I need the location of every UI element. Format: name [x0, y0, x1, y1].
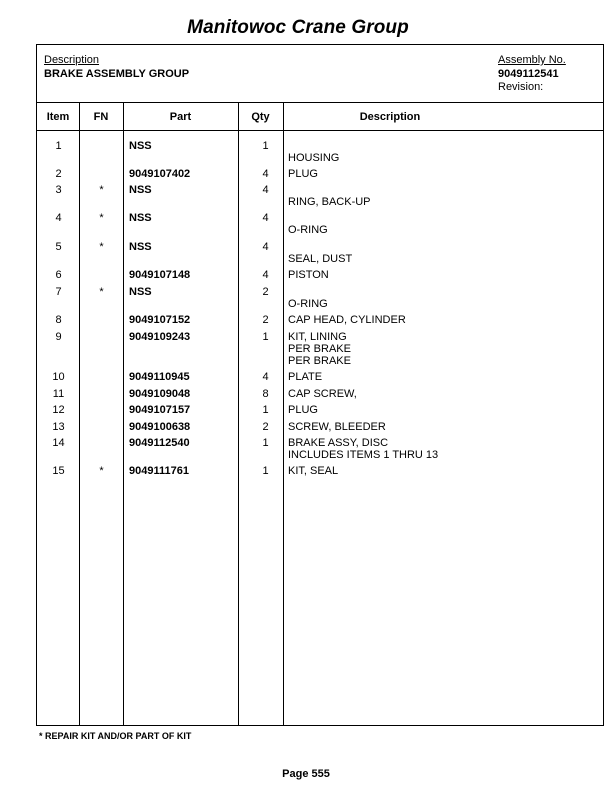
part-number: NSS: [129, 140, 152, 152]
part-number: NSS: [129, 184, 152, 196]
part-description: [288, 212, 328, 236]
item-number: 1: [55, 140, 62, 152]
description-line: PISTON: [288, 269, 329, 281]
description-line: [288, 241, 352, 253]
part-description: [288, 184, 371, 208]
part-description: [288, 314, 406, 326]
quantity: 1: [262, 465, 269, 477]
quantity: 2: [262, 314, 269, 326]
item-number: 7: [55, 286, 62, 298]
part-number: NSS: [129, 286, 152, 298]
item-number: 15: [52, 465, 65, 477]
description-line: [288, 140, 339, 152]
part-number: NSS: [129, 241, 152, 253]
footnote-marker: *: [99, 184, 104, 196]
column-header-divider: [37, 130, 603, 131]
part-description: [288, 331, 351, 367]
part-number: 9049109243: [129, 331, 191, 343]
part-description: [288, 140, 339, 164]
description-line: CAP SCREW,: [288, 388, 357, 400]
column-divider: [123, 103, 124, 725]
part-description: [288, 421, 386, 433]
footnote-marker: *: [99, 465, 104, 477]
part-number: 9049107152: [129, 314, 191, 326]
part-description: [288, 371, 322, 383]
part-description: [288, 269, 329, 281]
quantity: 2: [262, 286, 269, 298]
description-line: RING, BACK-UP: [288, 196, 371, 208]
description-line: CAP HEAD, CYLINDER: [288, 314, 406, 326]
column-header-description: Description: [359, 111, 421, 123]
description-label: Description: [44, 54, 100, 66]
item-number: 11: [52, 388, 65, 400]
quantity: 4: [262, 269, 269, 281]
revision-label: Revision:: [498, 81, 544, 93]
part-number: 9049109048: [129, 388, 191, 400]
description-line: KIT, LINING: [288, 331, 347, 343]
part-description: [288, 241, 352, 265]
description-line: O-RING: [288, 298, 328, 310]
part-number: 9049100638: [129, 421, 191, 433]
quantity: 2: [262, 421, 269, 433]
assembly-number: 9049112541: [498, 68, 559, 80]
item-number: 12: [52, 404, 65, 416]
item-number: 13: [52, 421, 65, 433]
quantity: 4: [262, 168, 269, 180]
item-number: 3: [55, 184, 62, 196]
column-header-item: Item: [46, 111, 70, 123]
assembly-no-label: Assembly No.: [498, 54, 566, 66]
item-number: 6: [55, 269, 62, 281]
description-line: O-RING: [288, 224, 328, 236]
item-number: 4: [55, 212, 62, 224]
footnote: * REPAIR KIT AND/OR PART OF KIT: [39, 731, 192, 741]
part-description: [288, 404, 318, 416]
part-number: 9049107402: [129, 168, 191, 180]
description-line: PLATE: [288, 371, 323, 383]
item-number: 10: [52, 371, 65, 383]
description-line: PLUG: [288, 404, 318, 416]
page-number: Page 555: [282, 768, 330, 780]
part-number: 9049112540: [129, 437, 190, 449]
quantity: 1: [262, 404, 269, 416]
quantity: 4: [262, 371, 269, 383]
footnote-marker: *: [99, 286, 104, 298]
part-number: NSS: [129, 212, 152, 224]
description-line: [288, 184, 371, 196]
assembly-description: BRAKE ASSEMBLY GROUP: [44, 68, 190, 80]
quantity: 4: [262, 241, 269, 253]
part-description: [288, 286, 328, 310]
description-line: BRAKE ASSY, DISC: [288, 437, 389, 449]
footnote-marker: *: [99, 241, 104, 253]
item-number: 14: [52, 437, 65, 449]
quantity: 4: [262, 212, 269, 224]
quantity: 1: [262, 140, 269, 152]
item-number: 5: [55, 241, 62, 253]
description-line: INCLUDES ITEMS 1 THRU 13: [288, 449, 439, 461]
part-description: [288, 437, 438, 461]
description-line: SEAL, DUST: [288, 253, 353, 265]
parts-list-frame: [36, 44, 604, 726]
item-number: 8: [55, 314, 62, 326]
item-number: 9: [55, 331, 62, 343]
description-line: [288, 286, 328, 298]
item-number: 2: [55, 168, 62, 180]
header-divider: [37, 102, 603, 103]
part-number: 9049107148: [129, 269, 191, 281]
column-header-qty: Qty: [251, 111, 270, 123]
description-line: HOUSING: [288, 152, 340, 164]
description-line: [288, 212, 328, 224]
description-line: SCREW, BLEEDER: [288, 421, 386, 433]
quantity: 8: [262, 388, 269, 400]
page-title: Manitowoc Crane Group: [187, 17, 409, 38]
part-number: 9049107157: [129, 404, 191, 416]
quantity: 4: [262, 184, 269, 196]
part-number: 9049110945: [129, 371, 190, 383]
part-description: [288, 168, 318, 180]
description-line: PER BRAKE: [288, 343, 351, 355]
column-header-fn: FN: [93, 111, 109, 123]
description-line: KIT, SEAL: [288, 465, 339, 477]
part-number: 9049111761: [129, 465, 189, 477]
part-description: [288, 465, 338, 477]
part-description: [288, 388, 357, 400]
footnote-marker: *: [99, 212, 104, 224]
quantity: 1: [262, 331, 269, 343]
column-header-part: Part: [169, 111, 192, 123]
quantity: 1: [262, 437, 269, 449]
description-line: PLUG: [288, 168, 318, 180]
description-line: PER BRAKE: [288, 355, 351, 367]
